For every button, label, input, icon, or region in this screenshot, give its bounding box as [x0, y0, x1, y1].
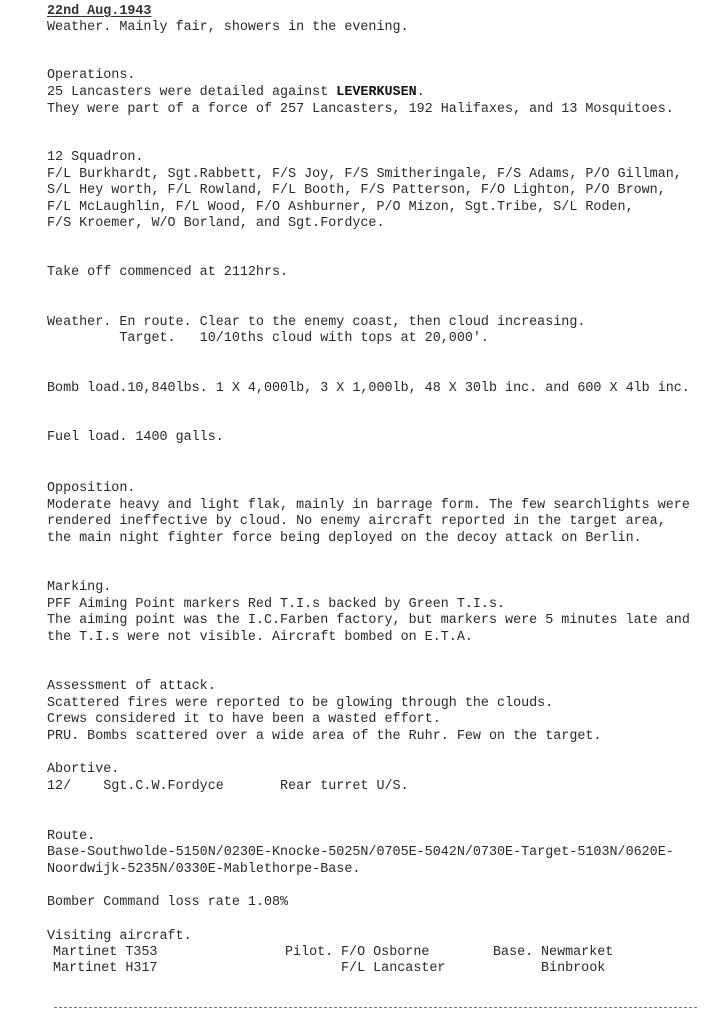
force-composition: They were part of a force of 257 Lancasters, 192 Halifaxes, and 13 Mosquitoes. [47, 102, 674, 117]
operations-prefix: 25 Lancasters were detailed against [47, 85, 337, 100]
fuel-load: Fuel load. 1400 galls. [47, 430, 224, 445]
crew-line: F/L Burkhardt, Sgt.Rabbett, F/S Joy, F/S Smitheringale, F/S Adams, P/O Gillman, [47, 167, 682, 182]
entry-date: 22nd Aug.1943 [47, 4, 152, 19]
bomb-load: Bomb load.10,840lbs. 1 X 4,000lb, 3 X 1,000lb, 48 X 30lb inc. and 600 X 4lb inc. [47, 381, 690, 396]
assessment-line: PRU. Bombs scattered over a wide area of the Ruhr. Few on the target. [47, 729, 602, 744]
opposition-line: Moderate heavy and light flak, mainly in barrage form. The few searchlights were [47, 498, 690, 513]
opposition-line: the main night fighter force being deployed on the decoy attack on Berlin. [47, 531, 642, 546]
operations-suffix: . [416, 85, 425, 100]
marking-line: the T.I.s were not visible. Aircraft bombed on E.T.A. [47, 630, 473, 645]
loss-rate: Bomber Command loss rate 1.08% [47, 895, 289, 910]
marking-line: The aiming point was the I.C.Farben factory, but markers were 5 minutes late and [47, 613, 690, 628]
abortive-entry: 12/ Sgt.C.W.Fordyce Rear turret U/S. [47, 779, 409, 794]
crew-line: F/L McLaughlin, F/L Wood, F/O Ashburner, P/O Mizon, Sgt.Tribe, S/L Roden, [47, 200, 634, 215]
crew-line: F/S Kroemer, W/O Borland, and Sgt.Fordyce. [47, 216, 385, 231]
marking-heading: Marking. [47, 580, 112, 595]
section-divider [54, 1007, 697, 1008]
operations-heading: Operations. [47, 68, 136, 83]
route-line: Base-Southwolde-5150N/0230E-Knocke-5025N/0705E-5042N/0730E-Target-5103N/0620E- [47, 845, 674, 860]
squadron-heading: 12 Squadron. [47, 150, 144, 165]
assessment-line: Scattered fires were reported to be glowing through the clouds. [47, 696, 554, 711]
opposition-heading: Opposition. [47, 481, 136, 496]
visiting-base: Newmarket [541, 945, 614, 960]
day-weather: Weather. Mainly fair, showers in the evening. [47, 20, 409, 35]
route-line: Noordwijk-5235N/0330E-Mablethorpe-Base. [47, 862, 361, 877]
target-name: LEVERKUSEN [336, 85, 417, 100]
opposition-line: rendered ineffective by cloud. No enemy aircraft reported in the target area, [47, 514, 666, 529]
route-weather: Weather. En route. Clear to the enemy coast, then cloud increasing. [47, 315, 586, 330]
route-heading: Route. [47, 829, 96, 844]
takeoff-time: Take off commenced at 2112hrs. [47, 265, 289, 280]
visiting-base: Binbrook [541, 961, 606, 976]
base-label: Base. [493, 945, 534, 960]
visiting-aircraft: Martinet H317 [53, 961, 158, 976]
target-weather: Target. 10/10ths cloud with tops at 20,000'. [47, 331, 489, 346]
pilot-label: Pilot. [285, 945, 334, 960]
operations-detail [47, 85, 425, 101]
visiting-aircraft: Martinet T353 [53, 945, 158, 960]
abortive-heading: Abortive. [47, 762, 120, 777]
crew-line: S/L Hey worth, F/L Rowland, F/L Booth, F/S Patterson, F/O Lighton, P/O Brown, [47, 183, 666, 198]
assessment-line: Crews considered it to have been a wasted effort. [47, 712, 441, 727]
visiting-pilot: F/L Lancaster [341, 961, 446, 976]
assessment-heading: Assessment of attack. [47, 679, 216, 694]
visiting-heading: Visiting aircraft. [47, 929, 192, 944]
marking-line: PFF Aiming Point markers Red T.I.s backed by Green T.I.s. [47, 597, 506, 612]
visiting-pilot: F/O Osborne [341, 945, 430, 960]
